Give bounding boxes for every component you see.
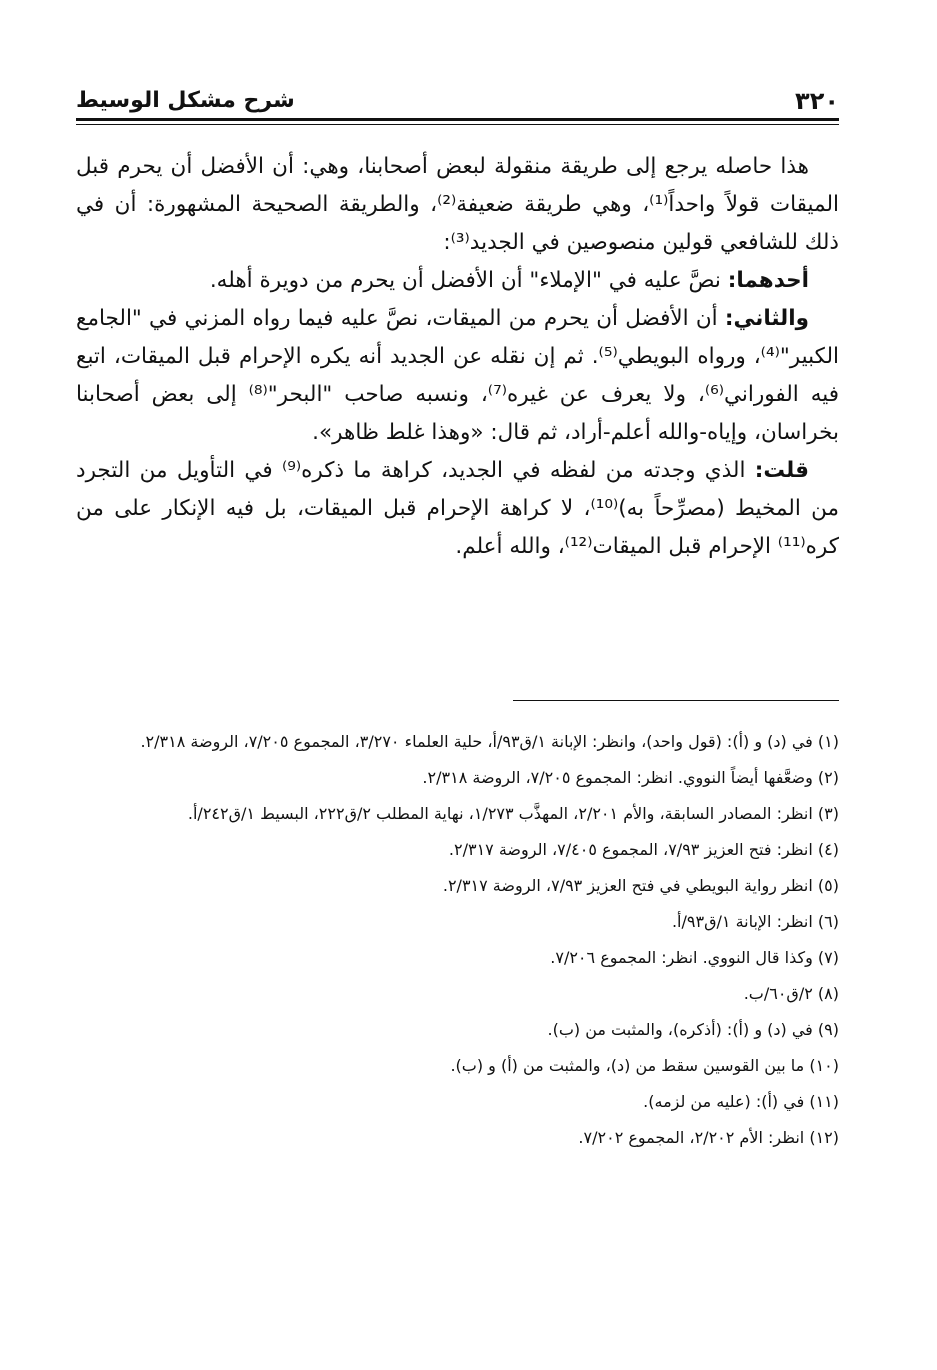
paragraph-2-text: نصَّ عليه في "الإملاء" أن الأفضل أن يحرم من دويرة أهله. <box>209 268 728 293</box>
page-number: ٣٢٠ <box>795 87 839 115</box>
header-rule-thin <box>76 124 839 125</box>
footnote-6: (٦) انظر: الإبانة ١/ق٩٣/أ. <box>671 912 839 931</box>
header-rule-thick <box>76 118 839 121</box>
footnote-9: (٩) في (د) و (أ): (أذكره)، والمثبت من (ب). <box>547 1020 839 1039</box>
paragraph-2-lead: أحدهما: <box>727 268 809 293</box>
footnote-5: (٥) انظر رواية البويطي في فتح العزيز ٧/٩٣، الروضة ٢/٣١٧. <box>442 876 839 895</box>
paragraph-3-lead: والثاني: <box>724 306 809 331</box>
paragraph-1: هذا حاصله يرجع إلى طريقة منقولة لبعض أصحابنا، وهي: أن الأفضل أن يحرم قبل الميقات قولاً واحداً⁽¹⁾، وهي طريقة ضعيفة⁽²⁾، والطريقة الصحيحة المشهورة: أن في ذلك للشافعي قولين منصوصين في الجديد⁽³⁾: <box>76 154 839 255</box>
footnote-10: (١٠) ما بين القوسين سقط من (د)، والمثبت من (أ) و (ب). <box>450 1056 839 1075</box>
paragraph-2 <box>76 262 839 300</box>
footnote-4: (٤) انظر: فتح العزيز ٧/٩٣، المجموع ٧/٤٠٥، الروضة ٢/٣١٧. <box>448 840 839 859</box>
paragraph-4-text: الذي وجدته من لفظه في الجديد، كراهة ما ذكره⁽⁹⁾ في التأويل من التجرد من المخيط (مصرِّحاً به)⁽¹⁰⁾، لا كراهة الإحرام قبل الميقات، بل فيه الإنكار على من كره⁽¹¹⁾ الإحرام قبل الميقات⁽¹²⁾، والله أعلم. <box>76 458 839 559</box>
paragraph-4 <box>76 452 839 566</box>
footnote-7: (٧) وكذا قال النووي. انظر: المجموع ٧/٢٠٦. <box>550 948 839 967</box>
paragraph-4-lead: قلت: <box>754 458 809 483</box>
footnotes-list <box>76 724 839 1156</box>
footnote-2: (٢) وضعَّفها أيضاً النووي. انظر: المجموع ٧/٢٠٥، الروضة ٢/٣١٨. <box>422 768 839 787</box>
footnote-separator <box>513 700 839 701</box>
footnote-1: (١) في (د) و (أ): (قول واحد)، وانظر: الإبانة ١/ق٩٣/أ، حلية العلماء ٣/٢٧٠، المجموع ٧/٢٠٥، الروضة ٢/٣١٨. <box>140 732 839 751</box>
footnote-12: (١٢) انظر: الأم ٢/٢٠٢، المجموع ٧/٢٠٢. <box>578 1128 839 1147</box>
paragraph-3 <box>76 300 839 452</box>
footnote-11: (١١) في (أ): (عليه من لزمه). <box>643 1092 839 1111</box>
footnote-3: (٣) انظر: المصادر السابقة، والأم ٢/٢٠١، المهذَّب ١/٢٧٣، نهاية المطلب ٢/ق٢٢٢، البسيط ١/ق٢٤٢/أ. <box>187 804 839 823</box>
running-title: شرح مشكل الوسيط <box>76 88 295 113</box>
paragraph-3-text: أن الأفضل أن يحرم من الميقات، نصَّ عليه فيما رواه المزني في "الجامع الكبير"⁽⁴⁾، ورواه البويطي⁽⁵⁾. ثم إن نقله عن الجديد أنه يكره الإحرام قبل الميقات، اتبع فيه الفوراني⁽⁶⁾، ولا يعرف عن غيره⁽⁷⁾، ونسبه صاحب "البحر"⁽⁸⁾ إلى بعض أصحابنا بخراسان، وإياه-والله أعلم-أراد، ثم قال: «وهذا غلط ظاهر». <box>76 306 839 445</box>
main-text <box>76 148 839 566</box>
footnote-8: (٨) ٢/ق٦٠/ب. <box>743 984 839 1003</box>
page-header <box>76 82 839 116</box>
